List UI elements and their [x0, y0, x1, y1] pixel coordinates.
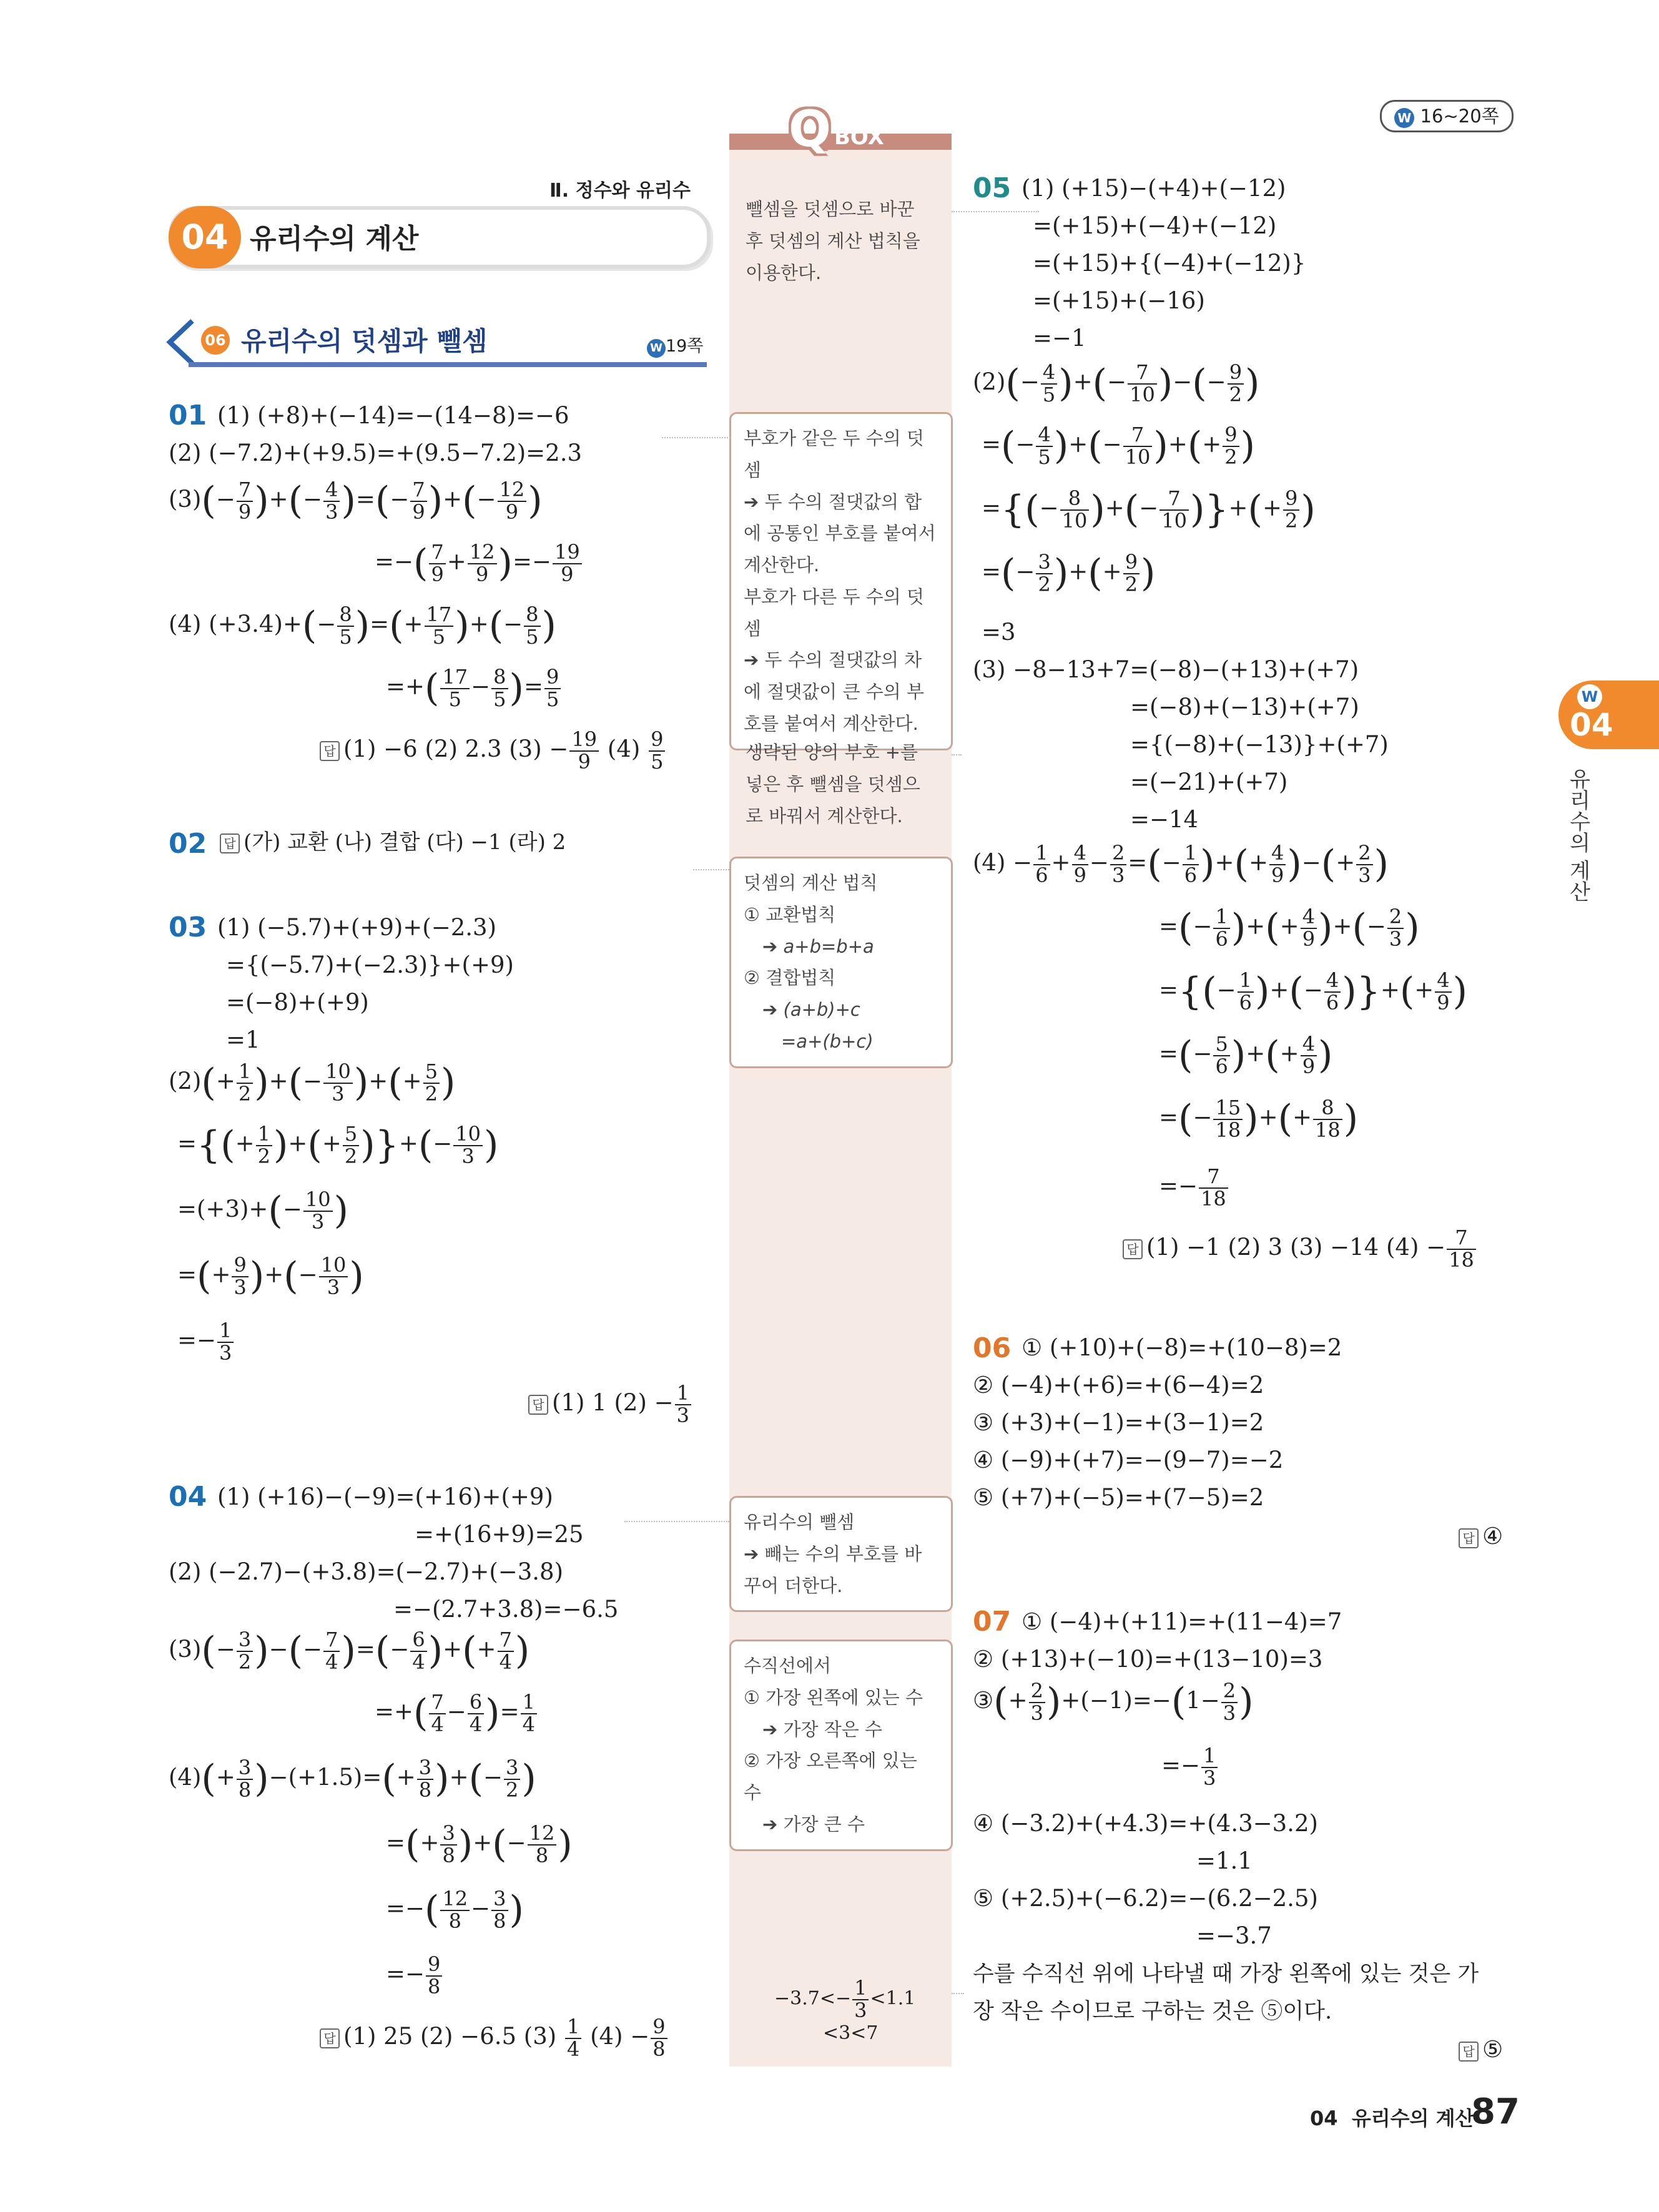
- p05-line2c: ={(− $\frac{8}{10}$ )+(− $\frac{7}{10}$ )}+(+ $\frac{9}{2}$ ): [982, 486, 1316, 533]
- p05-line8: ={(−8)+(−13)}+(+7): [1130, 731, 1389, 758]
- qnote-6b: ① 가장 왼쪽에 있는 수: [744, 1686, 923, 1708]
- p06-line3: ③ (+3)+(−1)=+(3−1)=2: [973, 1409, 1264, 1436]
- qnote-6e: ➔ 가장 큰 수: [762, 1813, 865, 1835]
- qnote-2b: ➔ 두 수의 절댓값의 합에 공통인 부호를 붙여서 계산한다.: [744, 491, 936, 576]
- p05-line2e: =3: [982, 619, 1016, 646]
- p04-line4: =−(2.7+3.8)=−6.5: [393, 1596, 619, 1623]
- p05-line4: =(+15)+(−16): [1033, 287, 1205, 314]
- p01-line3: (3)(− $\frac{7}{9}$ )+(− $\frac{4}{3}$ )=(− $\frac{7}{9}$ )+(− $\frac{12}{9}$ ): [169, 478, 543, 524]
- p05-line2: =(+15)+(−4)+(−12): [1033, 212, 1277, 239]
- qnote-4e: ➔ (a+b)+c: [762, 999, 860, 1020]
- p01-answer: 답 (1) −6 (2) 2.3 (3) − $\frac{19}{9}$ (4) $\frac{9}{5}$: [320, 729, 666, 772]
- p01-line2: (2) (−7.2)+(+9.5)=+(9.5−7.2)=2.3: [169, 440, 583, 466]
- p02-answer: 답 (가) 교환 (나) 결합 (다) −1 (라) 2: [220, 830, 566, 855]
- problem-06-number: 06: [973, 1332, 1012, 1364]
- qnote-2a: 부호가 같은 두 수의 덧셈: [744, 428, 924, 481]
- p05-line9: =(−21)+(+7): [1130, 769, 1288, 795]
- answer-icon: 답: [1459, 2042, 1479, 2062]
- qbox-q: Q: [789, 100, 832, 158]
- answer-icon: 답: [1459, 1528, 1479, 1548]
- p03-line9: =− $\frac{1}{3}$: [177, 1320, 235, 1364]
- p06-line1: ① (+10)+(−8)=+(10−8)=2: [1021, 1334, 1342, 1361]
- p04-answer: 답 (1) 25 (2) −6.5 (3) $\frac{1}{4}$ (4) − $\frac{9}{8}$: [320, 2017, 669, 2060]
- answer-icon: 답: [528, 1395, 548, 1415]
- p04-line7: (4)(+ $\frac{3}{8}$ )−(+1.5)=(+ $\frac{3}{8}$ )+(− $\frac{3}{2}$ ): [169, 1756, 536, 1802]
- p03-line6: ={(+ $\frac{1}{2}$ )+(+ $\frac{5}{2}$ )}+(− $\frac{10}{3}$ ): [177, 1122, 499, 1168]
- side-tab-title: 유리수의 계산: [1565, 768, 1590, 902]
- p07-line2: ② (+13)+(−10)=+(13−10)=3: [973, 1646, 1323, 1673]
- qnote-6d: ② 가장 오른쪽에 있는 수: [744, 1750, 917, 1803]
- w-icon: W: [647, 339, 666, 358]
- qnote-6c: ➔ 가장 작은 수: [762, 1718, 883, 1740]
- section-title: 유리수의 덧셈과 뺄셈: [241, 326, 488, 356]
- problem-04-number: 04: [169, 1481, 207, 1513]
- page-number: 87: [1471, 2092, 1520, 2132]
- p07-line1: ① (−4)+(+11)=+(11−4)=7: [1021, 1608, 1342, 1635]
- answer-icon: 답: [320, 741, 340, 761]
- w-icon: W: [1394, 108, 1414, 128]
- p06-answer: 답 ④: [1459, 1523, 1503, 1550]
- problem-01-number: 01: [169, 400, 207, 431]
- p05-line2d: =(− $\frac{3}{2}$ )+(+ $\frac{9}{2}$ ): [982, 550, 1156, 596]
- p05-line1: (1) (+15)−(+4)+(−12): [1021, 175, 1286, 202]
- problem-02-number: 02: [169, 828, 207, 860]
- p04-line1: (1) (+16)−(−9)=(+16)+(+9): [217, 1483, 553, 1510]
- p03-line3: =(−8)+(+9): [226, 989, 369, 1016]
- p07-line3: ③(+ $\frac{2}{3}$ )+(−1)=−(1− $\frac{2}{3}$ ): [973, 1679, 1254, 1725]
- p06-line2: ② (−4)+(+6)=+(6−4)=2: [973, 1372, 1264, 1398]
- lesson-title: 유리수의 계산: [250, 223, 419, 255]
- footer-label: 04 유리수의 계산: [1310, 2106, 1475, 2130]
- p06-line4: ④ (−9)+(+7)=−(9−7)=−2: [973, 1447, 1284, 1473]
- p05-line2b: =(− $\frac{4}{5}$ )+(− $\frac{7}{10}$ )+(+ $\frac{9}{2}$ ): [982, 423, 1256, 469]
- p06-line5: ⑤ (+7)+(−5)=+(7−5)=2: [973, 1484, 1264, 1511]
- qnote-4f: =a+(b+c): [781, 1030, 874, 1052]
- leader-line: [624, 1521, 729, 1522]
- p03-line8: =(+ $\frac{9}{3}$ )+(− $\frac{10}{3}$ ): [177, 1253, 364, 1299]
- p05-line4e: =(− $\frac{15}{18}$ )+(+ $\frac{8}{18}$ ): [1159, 1096, 1359, 1142]
- lesson-number: 04: [169, 206, 241, 268]
- p05-line4b: =(− $\frac{1}{6}$ )+(+ $\frac{4}{9}$ )+(− $\frac{2}{3}$ ): [1159, 905, 1420, 951]
- p04-line5: (3)(− $\frac{3}{2}$ )−(− $\frac{7}{4}$ )=(− $\frac{6}{4}$ )+(+ $\frac{7}{4}$ ): [169, 1628, 530, 1674]
- qbox-box: BOX: [834, 125, 884, 150]
- qnote-7: −3.7<− $\frac{1}{3}$ <1.1: [774, 1976, 916, 2022]
- qnote-4a: 덧셈의 계산 법칙: [744, 872, 878, 893]
- qnote-2d: ➔ 두 수의 절댓값의 차에 절댓값이 큰 수의 부호를 붙여서 계산한다.: [744, 649, 924, 734]
- p05-line2a: (2)(− $\frac{4}{5}$ )+(− $\frac{7}{10}$ )−(− $\frac{9}{2}$ ): [973, 360, 1260, 406]
- page-ref-badge: [1380, 100, 1514, 132]
- p05-line4d: =(− $\frac{5}{6}$ )+(+ $\frac{4}{9}$ ): [1159, 1032, 1333, 1078]
- answer-icon: 답: [1123, 1239, 1143, 1259]
- p01-line4: =−( $\frac{7}{9}$ + $\frac{12}{9}$ )=− $\frac{19}{9}$: [375, 542, 583, 585]
- p05-answer: 답 (1) −1 (2) 3 (3) −14 (4) − $\frac{7}{18}$: [1123, 1227, 1477, 1271]
- p04-line3: (2) (−2.7)−(+3.8)=(−2.7)+(−3.8): [169, 1558, 564, 1585]
- p05-line10: =−14: [1130, 806, 1199, 833]
- p01-line5: (4) (+3.4)+(− $\frac{8}{5}$ )=(+ $\frac{17}{5}$ )+(− $\frac{8}{5}$ ): [169, 602, 556, 649]
- qbox-logo: [729, 100, 952, 158]
- p05-line4f: =− $\frac{7}{18}$: [1159, 1166, 1229, 1209]
- qnote-3: 생략된 양의 부호 +를 넣은 후 뺄셈을 덧셈으로 바꿔서 계산한다.: [746, 742, 920, 827]
- p03-line5: (2)(+ $\frac{1}{2}$ )+(− $\frac{10}{3}$ )+(+ $\frac{5}{2}$ ): [169, 1059, 456, 1106]
- leader-line: [952, 1993, 964, 1994]
- problem-07-number: 07: [973, 1606, 1012, 1638]
- qnote-7c: <3<7: [823, 2022, 879, 2044]
- leader-line: [952, 211, 1039, 212]
- p07-line8: 수를 수직선 위에 나타낼 때 가장 왼쪽에 있는 것은 가: [973, 1962, 1479, 1987]
- qnote-5b: ➔ 빼는 수의 부호를 바꾸어 더한다.: [744, 1543, 922, 1596]
- p05-line3: =(+15)+{(−4)+(−12)}: [1033, 250, 1306, 277]
- p05-line4c: ={(− $\frac{1}{6}$ )+(− $\frac{4}{6}$ )}+(+ $\frac{4}{9}$ ): [1159, 968, 1468, 1015]
- p05-line7: =(−8)+(−13)+(+7): [1130, 694, 1359, 720]
- answer-icon: 답: [220, 833, 240, 853]
- side-tab-w-icon: W: [1577, 684, 1602, 709]
- p03-line4: =1: [226, 1026, 260, 1053]
- p03-line1: (1) (−5.7)+(+9)+(−2.3): [217, 914, 497, 941]
- section-ref: W 19쪽: [647, 332, 703, 358]
- p05-line6: (3) −8−13+7=(−8)−(+13)+(+7): [973, 656, 1359, 683]
- problem-03-number: 03: [169, 912, 207, 943]
- p01-line1: (1) (+8)+(−14)=−(14−8)=−6: [217, 402, 569, 429]
- p07-line5: =1.1: [1196, 1847, 1253, 1874]
- p04-line6: =+( $\frac{7}{4}$ − $\frac{6}{4}$ )= $\frac{1}{4}$: [375, 1692, 538, 1735]
- p07-answer: 답 ⑤: [1459, 2037, 1503, 2063]
- p04-line8: =(+ $\frac{3}{8}$ )+(− $\frac{12}{8}$ ): [386, 1821, 573, 1867]
- p05-line4a: (4) − $\frac{1}{6}$ + $\frac{4}{9}$ − $\frac{2}{3}$ =(− $\frac{1}{6}$ )+(+ $\frac{4}{9}$ )−(+ $\frac{2}{3}$ ): [973, 841, 1389, 887]
- chapter-label: Ⅱ. 정수와 유리수: [549, 180, 691, 202]
- p03-line2: ={(−5.7)+(−2.3)}+(+9): [226, 951, 514, 978]
- qnote-5-box: [729, 1496, 953, 1612]
- p05-line5: =−1: [1033, 325, 1086, 351]
- p07-line9: 장 작은 수이므로 구하는 것은 ⑤이다.: [973, 1999, 1332, 2024]
- qnote-4c: ➔ a+b=b+a: [762, 935, 874, 957]
- p07-line6: ⑤ (+2.5)+(−6.2)=−(6.2−2.5): [973, 1885, 1318, 1912]
- qnote-4d: ② 결합법칙: [744, 967, 836, 989]
- p04-line10: =− $\frac{9}{8}$: [386, 1954, 443, 1997]
- answer-icon: 답: [320, 2028, 340, 2048]
- qnote-6a: 수직선에서: [744, 1655, 832, 1676]
- p01-line6: =+( $\frac{17}{5}$ − $\frac{8}{5}$ )= $\frac{9}{5}$: [386, 667, 562, 710]
- qnote-4-box: [729, 857, 953, 1068]
- p03-answer: 답 (1) 1 (2) − $\frac{1}{3}$: [528, 1383, 692, 1426]
- section-number: 06: [201, 326, 230, 355]
- problem-05-number: 05: [973, 172, 1012, 204]
- qnote-2-box: [729, 412, 953, 750]
- qnote-4b: ① 교환법칙: [744, 903, 836, 925]
- p04-line2: =+(16+9)=25: [415, 1521, 584, 1548]
- leader-line: [693, 869, 729, 870]
- qnote-1: 뺄셈을 덧셈으로 바꾼 후 덧셈의 계산 법칙을 이용한다.: [746, 199, 920, 283]
- qnote-6-box: [729, 1639, 953, 1851]
- qnote-2c: 부호가 다른 두 수의 덧셈: [744, 586, 924, 639]
- p07-line7: =−3.7: [1196, 1922, 1272, 1949]
- p04-line9: =−( $\frac{12}{8}$ − $\frac{3}{8}$ ): [386, 1887, 524, 1933]
- p07-line3b: =− $\frac{1}{3}$: [1161, 1746, 1219, 1789]
- qnote-5a: 유리수의 뺄셈: [744, 1512, 855, 1533]
- p03-line7: =(+3)+(− $\frac{10}{3}$ ): [177, 1187, 348, 1234]
- page-ref-text: 16~20쪽: [1420, 106, 1499, 127]
- side-tab-number: 04: [1570, 707, 1613, 743]
- leader-line: [952, 754, 962, 755]
- p07-line4: ④ (−3.2)+(+4.3)=+(4.3−3.2): [973, 1810, 1318, 1837]
- leader-line: [662, 437, 731, 438]
